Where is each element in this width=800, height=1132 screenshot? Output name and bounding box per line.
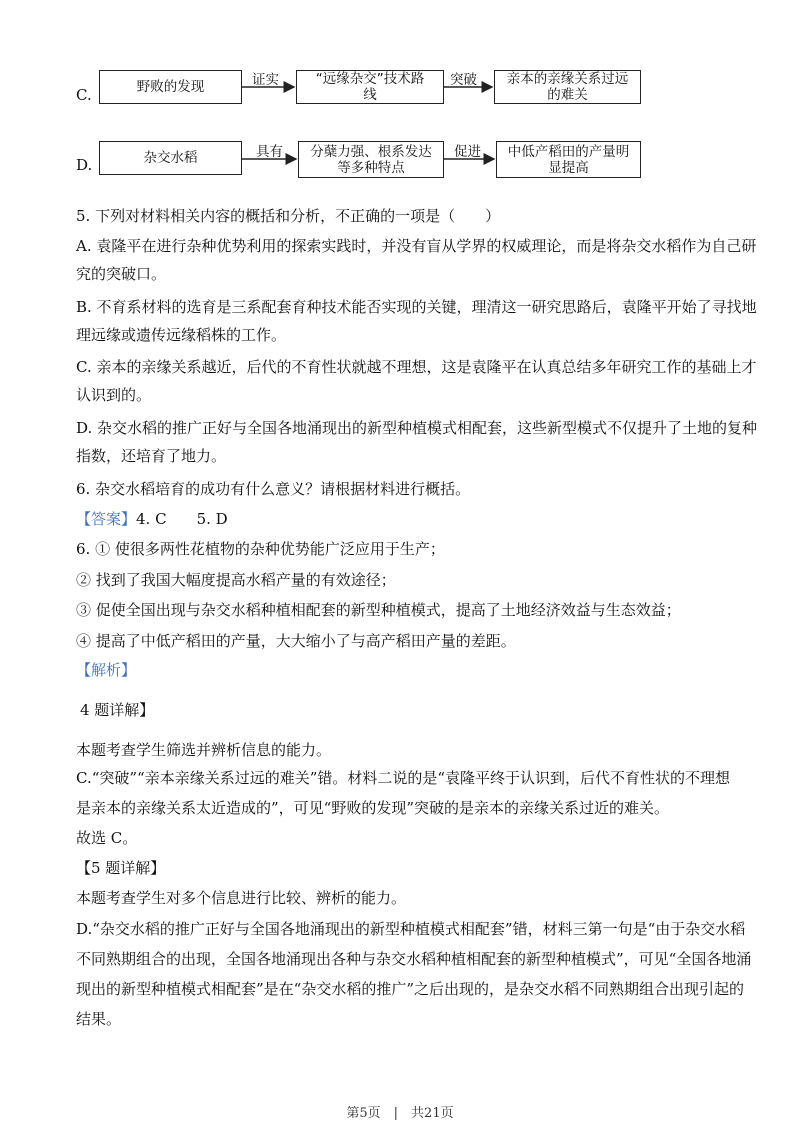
q5-detail-line2: D.“杂交水稻的推广正好与全国各地涌现出的新型种植模式相配套”错，材料三第一句是“由于杂交水稻 bbox=[76, 920, 746, 938]
answer-q6-point2: ② 找到了我国大幅度提高水稻产量的有效途径； bbox=[76, 571, 396, 589]
flow-d-arrow2-label: 促进 bbox=[454, 144, 481, 160]
q5-detail-line1: 本题考查学生对多个信息进行比较、辨析的能力。 bbox=[76, 889, 407, 907]
flow-c-box1-text: 野败的发现 bbox=[136, 78, 205, 95]
flow-d-box3-line1: 中低产稻田的产量明 bbox=[507, 143, 630, 160]
option-d-label: D. bbox=[76, 156, 93, 174]
flow-d-box3-line2: 显提高 bbox=[548, 159, 589, 176]
q5-stem: 5. 下列对材料相关内容的概括和分析，不正确的一项是（ ） bbox=[76, 207, 501, 225]
flow-c-box2-line2: 线 bbox=[363, 87, 377, 103]
flow-c-box3-line1: 亲本的亲缘关系过远 bbox=[506, 71, 629, 87]
q5-option-a-line2: 究的突破口。 bbox=[76, 265, 167, 283]
answer-q6-point1: 6. ① 使很多两性花植物的杂种优势能广泛应用于生产； bbox=[76, 540, 445, 558]
answer-tag: 【答案】 bbox=[76, 510, 137, 528]
flow-c-box2-line1: “远缘杂交”技术路 bbox=[315, 71, 425, 87]
flow-d-box2-line1: 分蘖力强、根系发达 bbox=[310, 143, 432, 160]
q4-detail-title: 4 题详解】 bbox=[80, 701, 155, 719]
answer-q6-point4: ④ 提高了中低产稻田的产量，大大缩小了与高产稻田产量的差距。 bbox=[76, 632, 516, 650]
q5-option-c-line1: C. 亲本的亲缘关系越近，后代的不育性状就越不理想，这是袁隆平在认真总结多年研究工作的基础上才 bbox=[76, 358, 757, 376]
q4-detail-line4: 故选 C。 bbox=[76, 829, 138, 847]
q5-option-b-line2: 理远缘或遗传远缘稻株的工作。 bbox=[76, 326, 287, 344]
flow-d-box1-text: 杂交水稻 bbox=[143, 149, 198, 166]
flow-d-box2-line2: 等多种特点 bbox=[337, 159, 405, 176]
q6-stem: 6. 杂交水稻培育的成功有什么意义？请根据材料进行概括。 bbox=[76, 480, 471, 498]
analysis-tag: 【解析】 bbox=[76, 661, 137, 679]
flow-c-box3-line2: 的难关 bbox=[547, 87, 588, 103]
q5-option-d-line2: 指数，还培育了地力。 bbox=[76, 447, 227, 465]
flow-c-arrow1-label: 证实 bbox=[252, 72, 279, 88]
q5-detail-line4: 现出的新型种植模式相配套”是在“杂交水稻的推广”之后出现的，是杂交水稻不同熟期组合出现引起的 bbox=[76, 980, 745, 998]
answer-q6-point3: ③ 促使全国出现与杂交水稻种植相配套的新型种植模式，提高了土地经济效益与生态效益； bbox=[76, 601, 681, 619]
q5-option-c-line2: 认识到的。 bbox=[76, 386, 152, 404]
q5-option-b-line1: B. 不育系材料的选育是三系配套育种技术能否实现的关键，理清这一研究思路后，袁隆平开始了寻找地 bbox=[76, 298, 757, 316]
flow-c-arrow2-label: 突破 bbox=[450, 72, 477, 88]
q5-option-a-line1: A. 袁隆平在进行杂种优势利用的探索实践时，并没有盲从学界的权威理论，而是将杂交水稻作为自己研 bbox=[76, 237, 757, 255]
option-c-label: C. bbox=[76, 86, 92, 104]
flow-arrows bbox=[0, 0, 800, 200]
q5-detail-title: 【5 题详解】 bbox=[76, 859, 166, 877]
flow-d-arrow1-label: 具有 bbox=[256, 144, 283, 160]
page-footer: 第5页 | 共21页 bbox=[346, 1106, 454, 1121]
q4-detail-line2: C.“突破”“亲本亲缘关系过远的难关”错。材料二说的是“袁隆平终于认识到，后代不育性状的不理想 bbox=[76, 769, 731, 787]
answer-choices: 4. C 5. D bbox=[136, 510, 228, 528]
q4-detail-line3: 是亲本的亲缘关系太近造成的”，可见“野败的发现”突破的是亲本的亲缘关系过近的难关。 bbox=[76, 799, 670, 817]
q5-option-d-line1: D. 杂交水稻的推广正好与全国各地涌现出的新型种植模式相配套，这些新型模式不仅提升了土地的复种 bbox=[76, 419, 758, 437]
q5-detail-line3: 不同熟期组合的出现，全国各地涌现出各种与杂交水稻种植相配套的新型种植模式”，可见“全国各地涌 bbox=[76, 950, 752, 968]
answer-line bbox=[76, 509, 726, 529]
q5-detail-line5: 结果。 bbox=[76, 1010, 122, 1028]
q4-detail-line1: 本题考查学生筛选并辨析信息的能力。 bbox=[76, 741, 332, 759]
